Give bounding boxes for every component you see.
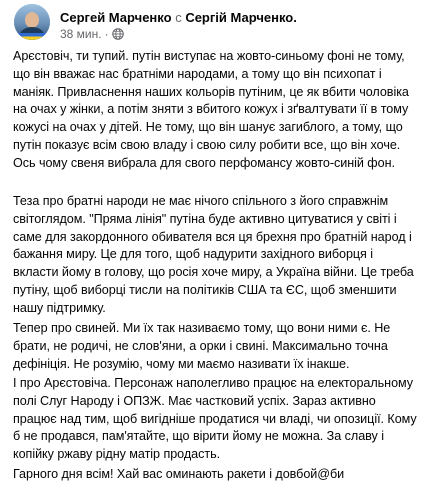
post-header xyxy=(0,0,428,44)
post-meta xyxy=(60,27,124,41)
post-paragraph: Гарного дня всім! Хай вас оминають ракети і довбой@би xyxy=(13,467,345,481)
post-timestamp[interactable]: 38 мин. xyxy=(60,27,102,41)
author-line xyxy=(60,10,297,26)
author-name-link[interactable]: Сергей Марченко xyxy=(60,10,172,25)
with-text: с xyxy=(175,10,182,25)
tagged-author-link[interactable]: Сергій Марченко. xyxy=(185,10,297,25)
post-paragraph: І про Арєстовіча. Персонаж наполегливо працює на електоральному полі Слуг Народу і ОПЗЖ. Має частковий успіх. Зараз активно працює над тим, щоб вигідніше продатися чи владі, чи опозиції. Кому б не продався, пам'ятайте, що вірити йому не можна. За славу і копійку ржаву рідну матір продасть. xyxy=(13,376,417,462)
meta-separator: · xyxy=(104,27,109,41)
post-paragraph: Теза про братні народи не має нічого спільного з його справжнім світоглядом. "Пряма лінія" путіна буде активно цитуватися у світі і саме для закордонного обивателя вся ця брехня про братній народ і бажання миру. Це для того, щоб надурити західного виборця і вкласти йому в голову, що росія хоче миру, а Україна війни. Це треба путіну, щоб виборці тисли на політиків США та ЄС, щоб зменшити нашу підтримку. xyxy=(13,194,414,315)
post-paragraph: Тепер про свиней. Ми їх так називаємо тому, що вони ними є. Не брати, не родичі, не слов'яни, а орки і свині. Максимально точна дефініція. Не розумію, чому ми маємо називати їх інакше. xyxy=(13,321,391,371)
globe-icon[interactable] xyxy=(112,28,124,40)
post-paragraph: Арєстовіч, ти тупий. путін виступає на жовто-синьому фоні не тому, що він вважає нас братніми народами, а тому що він психопат і маніяк. Привласнення наших кольорів путіним, це як вбити чоловіка на очах у жінки, а потім зняти з вбитого кожух і зґвалтувати її в тому кожусі на очах у дітей. Не тому, що він шанує загиблого, а тому, що путін показує всім свою владу і свою силу робити все, що він хоче. Ось чому свеня вибрала для свого перфомансу жовто-синій фон. xyxy=(13,49,409,170)
author-avatar[interactable] xyxy=(14,4,50,40)
